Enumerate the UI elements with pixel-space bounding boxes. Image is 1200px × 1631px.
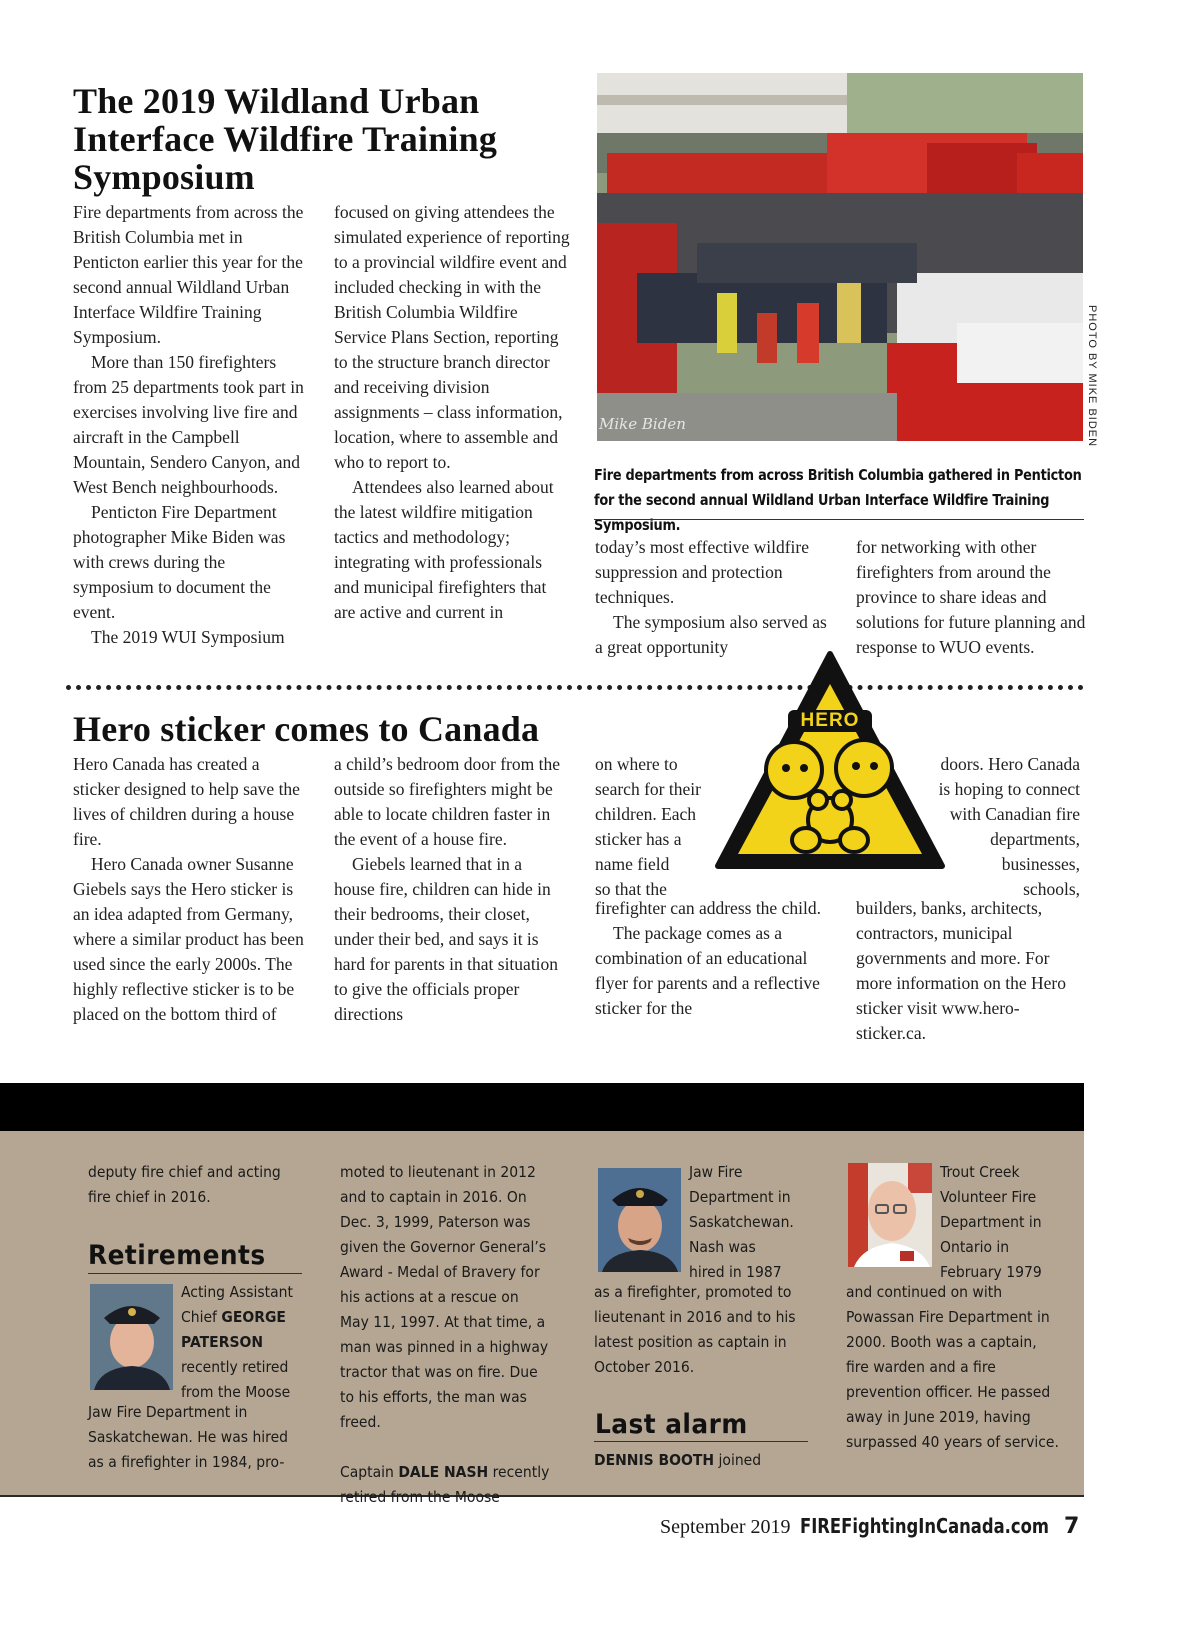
text-line: from the Moose [181, 1383, 291, 1401]
text-fragment: recently retired from the Moose [340, 1463, 550, 1506]
text-line: Volunteer Fire [940, 1188, 1037, 1206]
text-line: Saskatchewan. [689, 1213, 794, 1231]
page-number: 7 [1064, 1514, 1080, 1539]
paragraph: Giebels learned that in a house fire, children can hide in their bedrooms, their closet, under their bed, and says it is hard for parents in that situation to give the officials proper directions [334, 854, 559, 1024]
paragraph: firefighter can address the child. [595, 898, 821, 918]
page-footer [660, 1514, 1100, 1539]
text-line: search for their [595, 779, 701, 799]
paragraph: builders, banks, architects, contractors, municipal governments and more. For more information on the Hero sticker visit www.hero-sticker.ca. [856, 898, 1066, 1043]
text-line [181, 1305, 298, 1330]
article2-column-1 [73, 752, 305, 1027]
article-title-hero: Hero sticker comes to Canada [73, 709, 540, 749]
photo-watermark: Mike Biden [599, 415, 686, 433]
retirements-rule [88, 1273, 302, 1274]
text-line: schools, [1023, 879, 1080, 899]
paragraph: Attendees also learned about the latest wildfire mitigation tactics and methodology; integrating with professionals and municipal firefighters that are active and current in [334, 477, 554, 622]
notices-col3-rest: as a firefighter, promoted to lieutenant in 2016 and to his latest position as captain in October 2016. [594, 1283, 796, 1376]
site-name: FIREFightingInCanada.com [799, 1514, 1049, 1538]
text-line: children. Each [595, 804, 697, 824]
text-line: recently retired [181, 1358, 289, 1376]
nash-wrap-text [689, 1160, 797, 1285]
notices-col2 [340, 1160, 552, 1510]
article1-column-3 [595, 535, 827, 660]
dennis-booth-photo [848, 1163, 932, 1267]
text-line: name field [595, 854, 670, 874]
person-name: DENNIS BOOTH [594, 1451, 715, 1469]
text-line: so that the [595, 879, 667, 899]
paragraph: today’s most effective wildfire suppression and protection techniques. [595, 537, 809, 607]
last-alarm-heading: Last alarm [595, 1409, 748, 1440]
hero-logo-text: HERO [800, 710, 860, 731]
firefighters-group-photo [597, 73, 1083, 441]
paragraph: Hero Canada owner Susanne Giebels says the Hero sticker is an idea adapted from Germany, where a similar product has been used since the early 2000s. The highly reflective sticker is to be placed on the bottom third of [73, 854, 304, 1024]
paragraph: focused on giving attendees the simulated experience of reporting to a provincial wildfire event and included checking in with the British Columbia Wildfire Service Plans Section, reporting to the structure branch director and receiving division assignments – class information, location, where to assemble and who to report to. [334, 202, 570, 472]
text-line: Department in [940, 1213, 1042, 1231]
text-line: Ontario in [940, 1238, 1010, 1256]
photo-credit: PHOTO BY MIKE BIDEN [1086, 305, 1098, 448]
paragraph: Hero Canada has created a sticker designed to help save the lives of children during a house fire. [73, 754, 300, 849]
paragraph: moted to lieutenant in 2012 and to captain in 2016. On Dec. 3, 1999, Paterson was given the Governor General’s Award - Medal of Bravery for his actions at a rescue on May 11, 1997. At that time, a man was pinned in a highway tractor that was on fire. Due to his efforts, the man was freed. [340, 1163, 549, 1431]
article-title-wui: The 2019 Wildland Urban Interface Wildfire Training Symposium [73, 81, 498, 197]
notices-col4-rest: and continued on with Powassan Fire Department in 2000. Booth was a captain, fire warden and a fire prevention officer. He passed away in June 2019, having surpassed 40 years of service. [846, 1283, 1059, 1451]
paragraph [340, 1460, 552, 1510]
caption-rule [594, 519, 1084, 520]
photo-caption: Fire departments from across British Columbia gathered in Penticton for the second annual Wildland Urban Interface Wildfire Training Symposium. [594, 466, 1082, 534]
paragraph: The symposium also served as a great opportunity [595, 612, 827, 657]
text-line: doors. Hero Canada [940, 754, 1080, 774]
text-line: with Canadian fire [949, 804, 1080, 824]
person-name: DALE NASH [398, 1463, 489, 1481]
notices-col1-top: deputy fire chief and acting fire chief in 2016. [88, 1163, 281, 1206]
text-fragment: Chief [181, 1308, 217, 1326]
booth-intro [594, 1448, 797, 1473]
article1-column-1 [73, 200, 308, 650]
hero-sticker-logo [714, 650, 946, 872]
text-line: Nash was [689, 1238, 756, 1256]
text-fragment: Captain [340, 1463, 394, 1481]
paragraph: Fire departments from across the British Columbia met in Penticton earlier this year for the second annual Wildland Urban Interface Wildfire Training Symposium. [73, 202, 304, 347]
text-line: hired in 1987 [689, 1263, 782, 1281]
paterson-wrap-text [181, 1280, 298, 1405]
text-line: on where to [595, 754, 678, 774]
text-line: February 1979 [940, 1263, 1042, 1281]
paragraph: a child’s bedroom door from the outside so firefighters might be able to locate children faster in the event of a house fire. [334, 754, 560, 849]
text-line: Trout Creek [940, 1163, 1020, 1181]
person-name: GEORGE [221, 1308, 286, 1326]
paragraph: The package comes as a combination of an educational flyer for parents and a reflective sticker for the [595, 923, 820, 1018]
paragraph: for networking with other firefighters from around the province to share ideas and solutions for future planning and response to WUO events. [856, 537, 1086, 657]
text-line: PATERSON [181, 1333, 264, 1351]
booth-wrap-text [940, 1160, 1053, 1285]
text-line: businesses, [1001, 854, 1080, 874]
issue-date: September 2019 [660, 1516, 791, 1538]
retirements-heading: Retirements [88, 1240, 266, 1271]
article1-column-4 [856, 535, 1088, 660]
text-line: is hoping to connect [938, 779, 1080, 799]
text-line: Acting Assistant [181, 1283, 294, 1301]
text-fragment: joined [718, 1451, 762, 1469]
paragraph: The 2019 WUI Symposium [91, 627, 285, 647]
paragraph: Penticton Fire Department photographer Mike Biden was with crews during the symposium to document the event. [73, 502, 286, 622]
notices-header-bar [0, 1083, 1084, 1131]
text-line: Jaw Fire [689, 1163, 743, 1181]
george-paterson-photo [90, 1284, 173, 1390]
article2-column-4 [856, 896, 1084, 1046]
paragraph: More than 150 firefighters from 25 departments took part in exercises involving live fire and aircraft in the Campbell Mountain, Sendero Canyon, and West Bench neighbourhoods. [73, 352, 304, 497]
text-line: departments, [990, 829, 1080, 849]
last-alarm-rule [594, 1441, 808, 1442]
article2-column-3 [595, 896, 827, 1021]
text-line: sticker has a [595, 829, 682, 849]
article2-column-2 [334, 752, 566, 1027]
text-line: Department in [689, 1188, 791, 1206]
dale-nash-photo [598, 1168, 681, 1272]
notices-col1-bottom: Jaw Fire Department in Saskatchewan. He was hired as a firefighter in 1984, pro- [88, 1403, 289, 1471]
article1-column-2 [334, 200, 570, 625]
